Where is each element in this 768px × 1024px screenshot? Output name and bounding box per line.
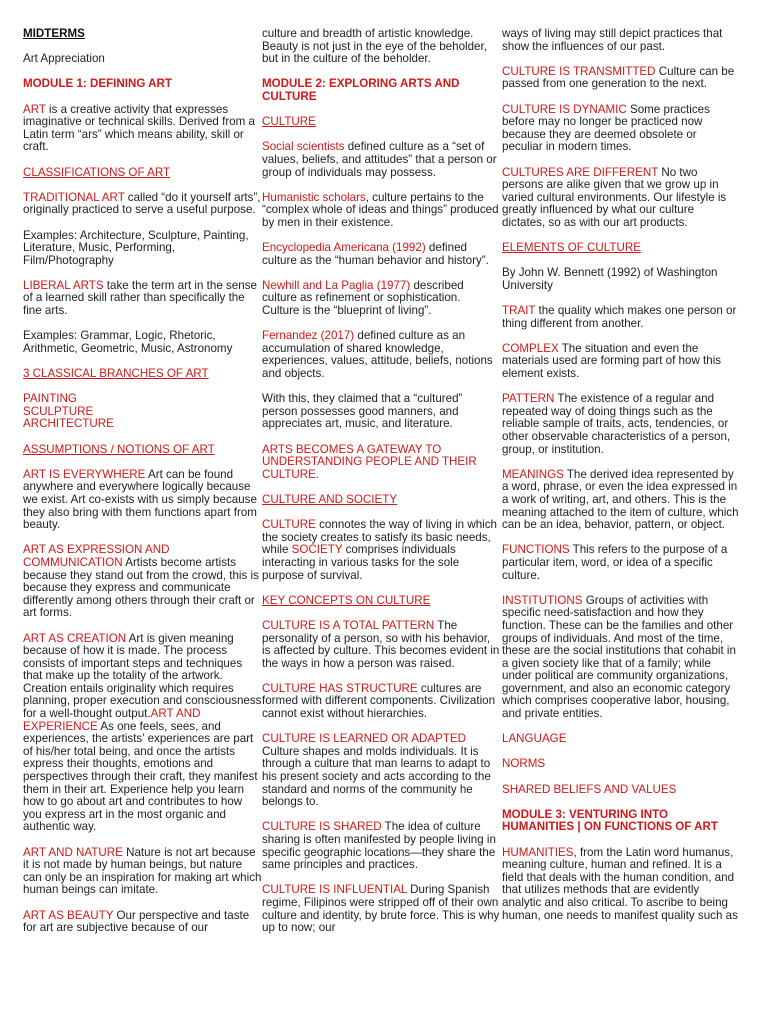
body-text: Artists become artists because they stand out from the crowd, this is because they express and communicate differently among others through their craft or art forms. — [23, 555, 259, 620]
column-left — [23, 28, 263, 947]
body-text: is a creative activity that expresses imaginative or technical skills. Derived from a Latin term “ars” which means ability, skill or craft. — [23, 102, 255, 154]
paragraph — [23, 633, 263, 835]
paragraph — [23, 230, 263, 268]
body-text: , culture pertains to the “complex whole of ideas and things” produced by men in their existence. — [262, 190, 499, 229]
paragraph — [23, 192, 263, 217]
body-text: the quality which makes one person or thing different from another. — [502, 304, 737, 330]
paragraph — [23, 167, 263, 180]
paragraph — [23, 368, 263, 381]
highlighted-term: SHARED BELIEFS AND VALUES — [502, 782, 677, 796]
paragraph — [23, 910, 263, 935]
highlighted-term: MODULE 3: VENTURING INTO HUMANITIES | ON FUNCTIONS OF ART — [502, 807, 719, 834]
paragraph — [262, 330, 500, 380]
highlighted-term: PATTERN — [502, 392, 555, 406]
highlighted-term: ART AS BEAUTY — [23, 908, 114, 922]
body-text: Examples: Architecture, Sculpture, Painting, Literature, Music, Performing, Film/Photography — [23, 228, 249, 267]
highlighted-term: ART AND NATURE — [23, 845, 123, 859]
body-text: Nature is not art because it is not made by human beings, but nature can only be an inspiration for making art which human beings can imitate. — [23, 845, 262, 897]
body-text: called “do it yourself arts”, originally practiced to serve a useful purpose. — [23, 190, 261, 217]
paragraph — [262, 192, 500, 230]
paragraph — [502, 305, 740, 330]
body-text: defined culture as the “human behavior and history”. — [262, 241, 489, 267]
body-text: The idea of culture sharing is often manifested by people living in specific geographic locations—they share the same principles and practices. — [262, 820, 496, 872]
highlighted-term: ASSUMPTIONS / NOTIONS OF ART — [23, 442, 215, 456]
highlighted-term: KEY CONCEPTS ON CULTURE — [262, 593, 431, 607]
paragraph — [262, 28, 500, 66]
highlighted-term: FUNCTIONS — [502, 543, 570, 557]
highlighted-term: TRADITIONAL ART — [23, 190, 125, 204]
highlighted-term: 3 CLASSICAL BRANCHES OF ART — [23, 367, 209, 381]
highlighted-term: Encyclopedia Americana (1992) — [262, 241, 426, 255]
highlighted-term: CULTURE — [262, 518, 316, 532]
highlighted-term: SCULPTURE — [23, 404, 94, 418]
paragraph — [262, 683, 500, 721]
highlighted-term: PAINTING — [23, 392, 77, 406]
column-right — [502, 28, 740, 935]
highlighted-term: COMPLEX — [502, 341, 559, 355]
paragraph — [262, 519, 500, 582]
body-text: culture and breadth of artistic knowledge. Beauty is not just in the eye of the beholder, but in the culture of the beholder. — [262, 27, 487, 66]
body-text: , from the Latin word humanus, meaning culture, human and refined. It is a field that deals with the human condition, and that utilizes methods that are evidently analytic and also critical. To ascribe to being human, one needs to manifest quality such as — [502, 845, 738, 922]
highlighted-term: MODULE 1: DEFINING ART — [23, 77, 172, 91]
body-text: take the term art in the sense of a learned skill rather than specifically the fine arts. — [23, 278, 257, 318]
paragraph — [262, 494, 500, 507]
body-text: The derived idea represented by a word, phrase, or even the idea expressed in a work of writing, art, and others. This is the meaning attached to the item of culture, which can be an idea, behavior, pattern, or object. — [502, 467, 739, 532]
highlighted-term: CLASSIFICATIONS OF ART — [23, 165, 171, 179]
highlighted-term: INSTITUTIONS — [502, 593, 583, 607]
paragraph — [23, 104, 263, 154]
body-text: Art can be found anywhere and everywhere logically because we exist. Art co-exists with us simply because they also bring with them functions apart from beauty. — [23, 467, 257, 532]
body-text: defined culture as a “set of values, beliefs, and attitudes” that a person or group of individuals may possess. — [262, 140, 497, 179]
paragraph — [502, 167, 740, 230]
paragraph — [23, 28, 263, 41]
body-text: With this, they claimed that a “cultured” person possesses good manners, and appreciates art, music, and literature. — [262, 392, 463, 431]
paragraph — [502, 847, 740, 923]
body-text: Art is given meaning because of how it is made. The process consists of important steps and techniques that make up the totality of the artwork. Creation entails originality which requires planning, proper execution and consciousness for a well-thought output. — [23, 631, 262, 721]
paragraph — [23, 53, 263, 66]
highlighted-term: ART IS EVERYWHERE — [23, 467, 146, 481]
highlighted-term: CULTURE IS SHARED — [262, 820, 382, 834]
highlighted-term: Social scientists — [262, 140, 345, 154]
body-text: Some practices before may no longer be practiced now because they are deemed obsolete or peculiar in modern times. — [502, 102, 710, 154]
paragraph — [262, 595, 500, 608]
body-text: cultures are formed with different components. Civilization cannot exist without hierarchies. — [262, 681, 496, 721]
paragraph — [502, 544, 740, 582]
highlighted-term: CULTURE AND SOCIETY — [262, 492, 398, 506]
paragraph — [502, 104, 740, 154]
paragraph — [502, 595, 740, 721]
paragraph — [262, 393, 500, 431]
highlighted-term: CULTURE IS TRANSMITTED — [502, 64, 656, 78]
paragraph — [262, 821, 500, 871]
body-text: Culture shapes and molds individuals. It is through a culture that man learns to adapt to his present society and acts according to the standard and norms of the community he belongs to. — [262, 744, 491, 809]
body-text: By John W. Bennett (1992) of Washington University — [502, 266, 718, 292]
body-text: MIDTERMS — [23, 27, 85, 40]
highlighted-term: CULTURE HAS STRUCTURE — [262, 681, 418, 695]
highlighted-term: MEANINGS — [502, 467, 564, 481]
body-text: The existence of a regular and repeated way of doing things such as the reliable sample of traits, acts, tendencies, or other observable characteristics of a person, group, or institution. — [502, 392, 731, 456]
body-text: comprises individuals interacting in various tasks for the sole purpose of survival. — [262, 543, 460, 582]
body-text: ways of living may still depict practices that show the influences of our past. — [502, 27, 723, 53]
paragraph — [502, 343, 740, 381]
paragraph — [262, 444, 500, 482]
body-text: described culture as refinement or sophistication. Culture is the “blueprint of living”. — [262, 278, 464, 318]
paragraph — [23, 544, 263, 620]
highlighted-term: LIBERAL ARTS — [23, 278, 104, 292]
body-text: connotes the way of living in which the society creates to satisfy its basic needs, while — [262, 518, 497, 557]
paragraph — [262, 141, 500, 179]
paragraph — [502, 66, 740, 91]
highlighted-term: CULTURE IS LEARNED OR ADAPTED — [262, 732, 467, 746]
body-text: The personality of a person, so with his behavior, is affected by culture. This becomes evident in the ways in how a person was raised. — [262, 618, 500, 670]
highlighted-term: ARCHITECTURE — [23, 417, 114, 431]
highlighted-term: TRAIT — [502, 304, 536, 318]
paragraph — [262, 78, 500, 103]
highlighted-term: NORMS — [502, 757, 546, 771]
paragraph — [262, 620, 500, 670]
highlighted-term: LANGUAGE — [502, 732, 567, 746]
highlighted-term: ARTS BECOMES A GATEWAY TO UNDERSTANDING PEOPLE AND THEIR CULTURE. — [262, 442, 477, 481]
body-text: Culture can be passed from one generation to the next. — [502, 64, 735, 91]
highlighted-term: SOCIETY — [291, 543, 343, 557]
paragraph — [502, 242, 740, 255]
paragraph — [502, 733, 740, 746]
body-text: defined culture as an accumulation of shared knowledge, experiences, values, attitude, beliefs, notions and objects. — [262, 329, 493, 381]
highlighted-term: ART AS EXPRESSION AND COMMUNICATION — [23, 543, 170, 569]
highlighted-term: ART AS CREATION — [23, 631, 127, 645]
highlighted-term: CULTURE IS DYNAMIC — [502, 102, 627, 116]
body-text: Our perspective and taste for art are subjective because of our — [23, 908, 250, 935]
paragraph — [23, 444, 263, 457]
paragraph — [23, 280, 263, 318]
column-middle — [262, 28, 500, 947]
paragraph — [262, 280, 500, 318]
body-text: Art Appreciation — [23, 52, 105, 66]
body-text: During Spanish regime, Filipinos were stripped off of their own culture and identity, by brute force. This is why up to now; our — [262, 883, 500, 935]
paragraph — [502, 393, 740, 456]
highlighted-term: CULTURES ARE DIFFERENT — [502, 165, 659, 179]
highlighted-term: MODULE 2: EXPLORING ARTS AND CULTURE — [262, 77, 460, 103]
highlighted-term: Newhill and La Paglia (1977) — [262, 278, 411, 292]
paragraph — [262, 116, 500, 129]
highlighted-term: CULTURE — [262, 115, 316, 129]
paragraph — [23, 847, 263, 897]
highlighted-term: Humanistic scholars — [262, 190, 366, 204]
highlighted-term: HUMANITIES — [502, 845, 574, 859]
paragraph — [502, 267, 740, 292]
paragraph — [502, 758, 740, 771]
paragraph — [262, 733, 500, 809]
body-text: This refers to the purpose of a particular item, word, or idea of a specific culture. — [502, 543, 728, 582]
paragraph — [502, 469, 740, 532]
highlighted-term: CULTURE IS A TOTAL PATTERN — [262, 618, 435, 632]
paragraph — [502, 809, 740, 834]
highlighted-term: ART AND EXPERIENCE — [23, 707, 201, 733]
paragraph — [23, 330, 263, 355]
body-text: Groups of activities with specific need-satisfaction and how they function. These can be the families and other groups of individuals. And most of the time, these are the social institutions that cohabit in a given society like that of a family; while under political are community organizations, government, and also an economic category which comprises cooperative labor, housing, and private entities. — [502, 593, 736, 721]
paragraph — [262, 884, 500, 934]
body-text: Examples: Grammar, Logic, Rhetoric, Arithmetic, Geometric, Music, Astronomy — [23, 329, 233, 355]
paragraph — [23, 469, 263, 532]
highlighted-term: ART — [23, 102, 46, 116]
highlighted-term: ELEMENTS OF CULTURE — [502, 241, 641, 255]
paragraph — [502, 28, 740, 53]
body-text: As one feels, sees, and experiences, the artists’ experiences are part of his/her total being, and once the artists express their thoughts, emotions and perspectives through their craft, they manifest them in their art. Experience help you learn how to go about art and contributes to how you express art in the most organic and authentic way. — [23, 719, 258, 834]
highlighted-term: CULTURE IS INFLUENTIAL — [262, 883, 407, 897]
paragraph — [23, 393, 263, 431]
paragraph — [262, 242, 500, 267]
highlighted-term: Fernandez (2017) — [262, 329, 355, 343]
paragraph — [502, 784, 740, 797]
paragraph — [23, 78, 263, 91]
body-text: No two persons are alike given that we grow up in varied cultural environments. Our lifestyle is greatly influenced by what our culture dictates, so as with our art products. — [502, 165, 727, 229]
body-text: The situation and even the materials used are forming part of how this element exists. — [502, 341, 722, 381]
